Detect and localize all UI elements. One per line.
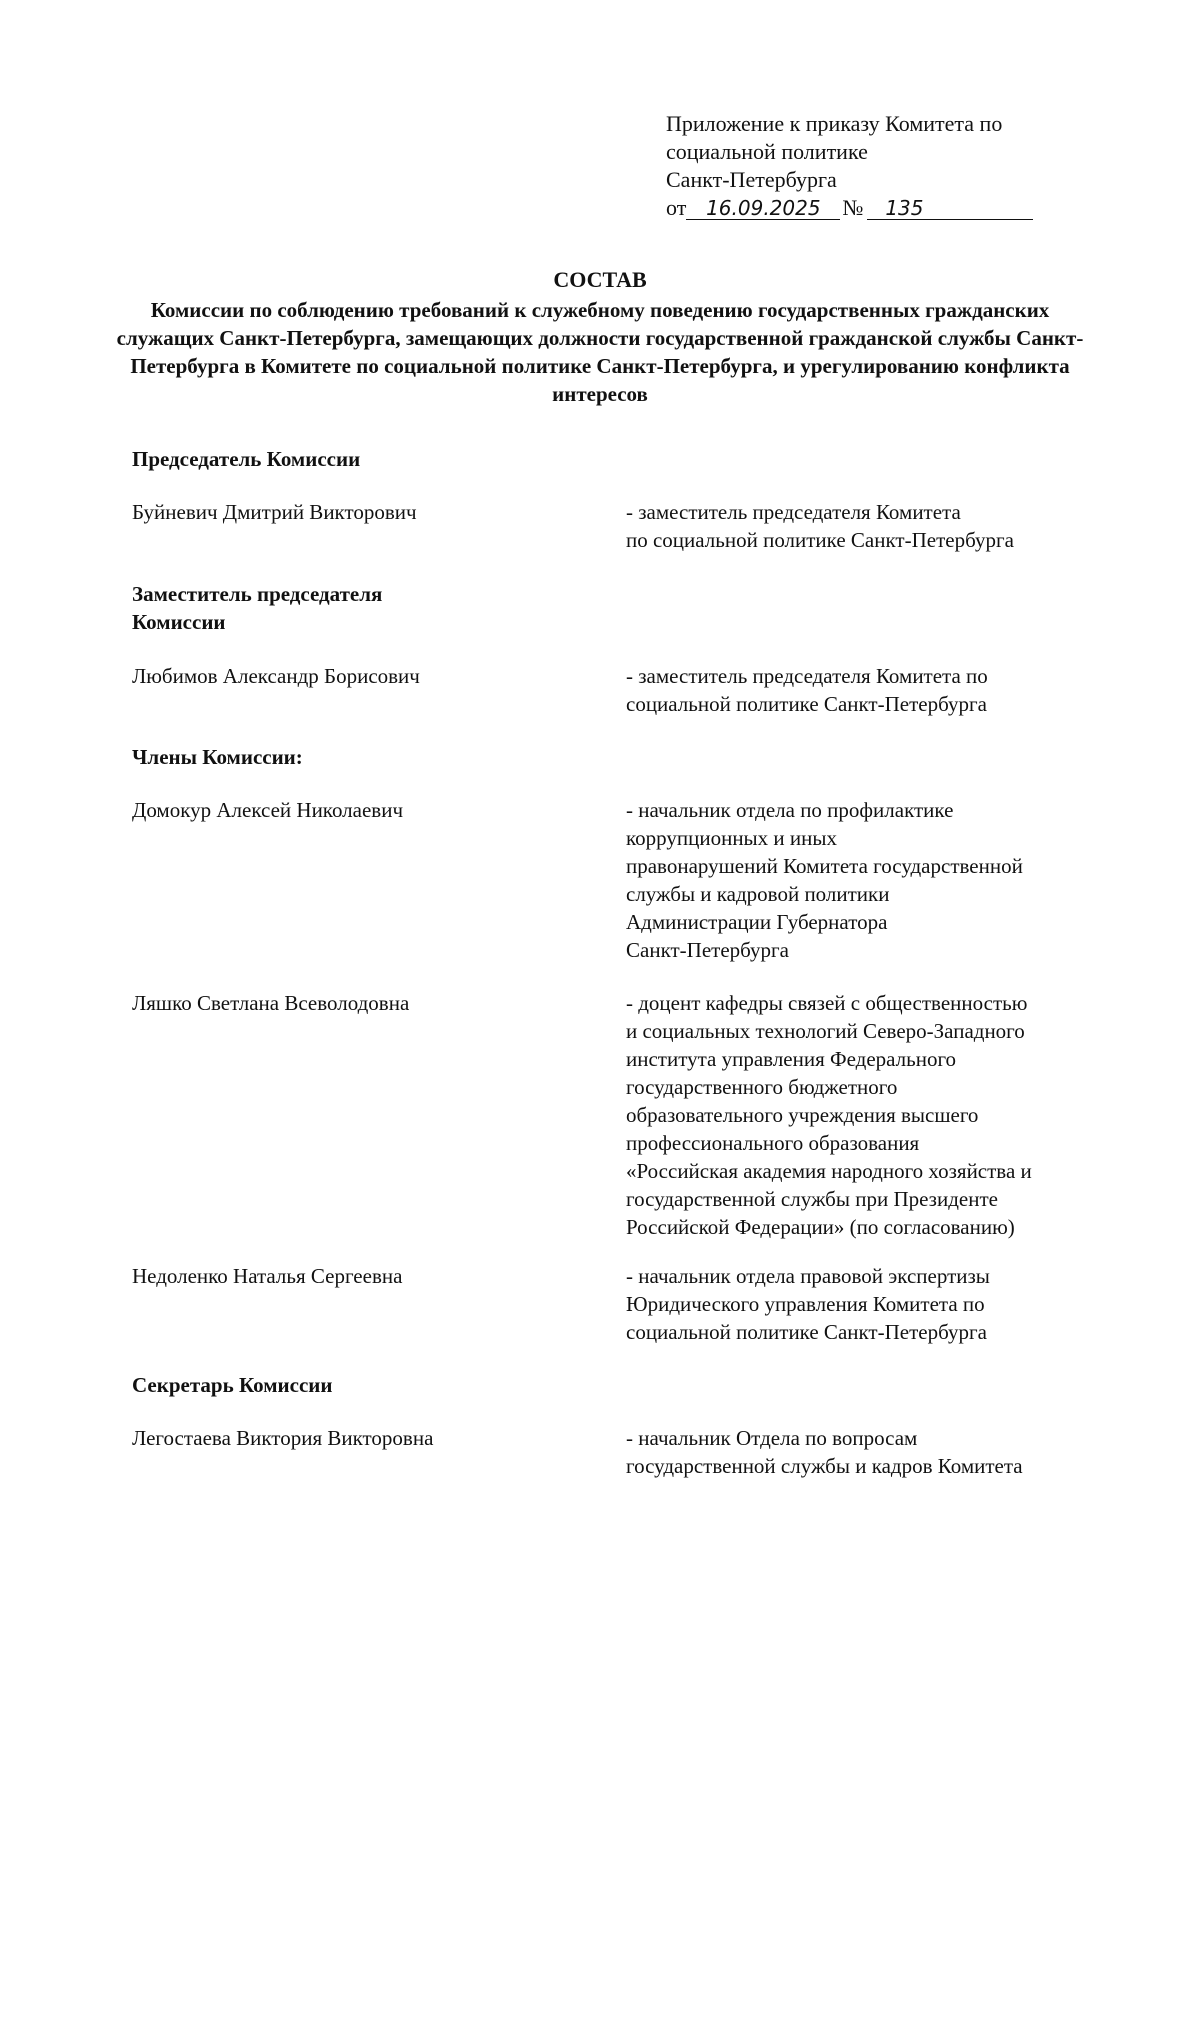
members-section-label: Члены Комиссии: (132, 745, 303, 769)
appendix-line-2: социальной политике (666, 139, 868, 164)
member-position: - начальник отдела правовой экспертизы Юридического управления Комитета по социальной политике Санкт-Петербурга (626, 1264, 990, 1344)
number-label: № (842, 195, 864, 220)
member-name: Любимов Александр Борисович (132, 664, 420, 688)
member-position: - доцент кафедры связей с общественностью и социальных технологий Северо-Западного института управления Федерального государственного бюджетного образовательного учреждения высшего профессионального образования «Российская академия народного хозяйства и государственной службы при Президенте Российской Федерации» (по согласованию) (626, 991, 1032, 1239)
title-subheading: Комиссии по соблюдению требований к служебному поведению государственных гражданских служащих Санкт-Петербурга, замещающих должности государственной гражданской службы Санкт-Петербурга в Комитете по социальной политике Санкт-Петербурга, и урегулированию конфликта интересов (116, 298, 1084, 406)
document-title (100, 266, 1100, 408)
appendix-header (666, 110, 1106, 222)
chair-section-label: Председатель Комиссии (132, 447, 361, 471)
member-position: - начальник отдела по профилактике коррупционных и иных правонарушений Комитета государственной службы и кадровой политики Администрации Губернатора Санкт-Петербурга (626, 798, 1023, 962)
handwritten-number: 135 (867, 197, 1033, 220)
handwritten-date: 16.09.2025 (686, 197, 840, 220)
from-label: от (666, 195, 687, 220)
appendix-line-1: Приложение к приказу Комитета по (666, 111, 1003, 136)
member-position: - начальник Отдела по вопросам государственной службы и кадров Комитета (626, 1426, 1023, 1478)
secretary-section-label: Секретарь Комиссии (132, 1373, 333, 1397)
order-date-number-row (666, 194, 1106, 222)
member-name: Домокур Алексей Николаевич (132, 798, 404, 822)
member-name: Недоленко Наталья Сергеевна (132, 1264, 403, 1288)
member-position: - заместитель председателя Комитета по социальной политике Санкт-Петербурга (626, 500, 1014, 552)
member-name: Легостаева Виктория Викторовна (132, 1426, 434, 1450)
member-position: - заместитель председателя Комитета по социальной политике Санкт-Петербурга (626, 664, 988, 716)
title-heading: СОСТАВ (553, 267, 647, 292)
member-name: Ляшко Светлана Всеволодовна (132, 991, 410, 1015)
deputy-section-label: Заместитель председателя Комиссии (132, 582, 383, 634)
appendix-line-3: Санкт-Петербурга (666, 167, 837, 192)
member-name: Буйневич Дмитрий Викторович (132, 500, 417, 524)
